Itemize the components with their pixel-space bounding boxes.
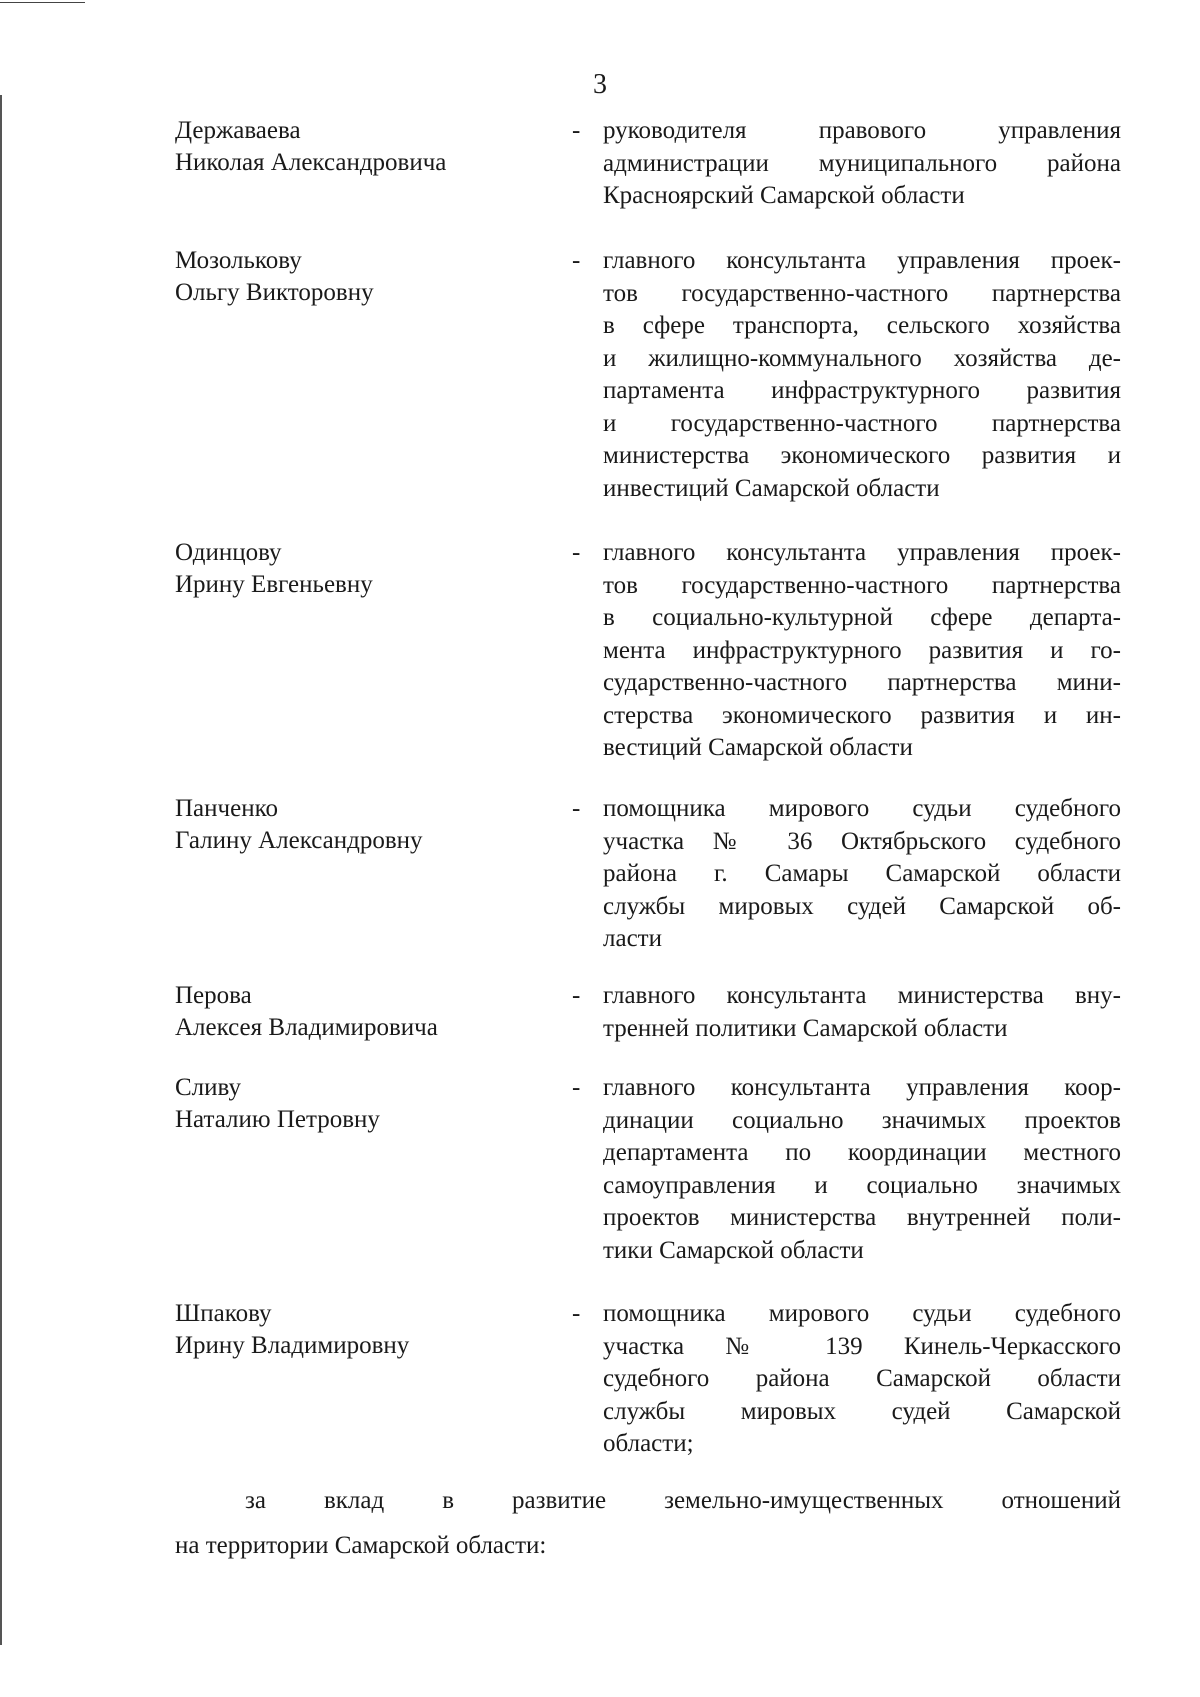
person-position-line: тов государственно-частного партнерства [603, 571, 1121, 599]
person-name [175, 793, 555, 857]
person-position-line: главного консультанта министерства вну- [603, 982, 1121, 1009]
person-position [603, 115, 1121, 213]
person-position-line: помощника мирового судьи судебного [603, 795, 1121, 822]
person-name [175, 245, 555, 309]
person-position-line: района г. Самары Самарской области [603, 860, 1121, 887]
entry-dash: - [572, 795, 581, 822]
person-position-line: инвестиций Самарской области [603, 474, 940, 502]
person-name-line: Перова [175, 982, 252, 1009]
person-position-line: динации социально значимых проектов [603, 1106, 1121, 1134]
person-position-line: руководителя правового управления [603, 117, 1121, 144]
person-position-line: тренней политики Самарской области [603, 1014, 1008, 1042]
scan-margin-line [0, 95, 2, 1645]
person-position-line: ласти [603, 925, 662, 952]
person-name-line: Ирину Евгеньевну [175, 571, 373, 598]
entry-dash: - [572, 1074, 581, 1101]
person-position-line: помощника мирового судьи судебного [603, 1300, 1121, 1327]
person-position-line: судебного района Самарской области [603, 1365, 1121, 1392]
person-position-line: в сфере транспорта, сельского хозяйства [603, 312, 1121, 339]
person-position-line: министерства экономического развития и [603, 442, 1121, 469]
person-position-line: участка № 139 Кинель-Черкасского [603, 1332, 1121, 1360]
entry-dash: - [572, 117, 581, 144]
person-position-line: главного консультанта управления проек- [603, 539, 1121, 566]
person-position-line: участка № 36 Октябрьского судебного [603, 827, 1121, 855]
person-position-line: тики Самарской области [603, 1236, 864, 1264]
person-name [175, 537, 555, 601]
person-position-line: Красноярский Самарской области [603, 182, 965, 209]
person-name-line: Одинцову [175, 539, 282, 566]
person-position-line: стерства экономического развития и ин- [603, 701, 1121, 729]
person-position [603, 1298, 1121, 1461]
entry-dash: - [572, 982, 581, 1009]
person-position-line: тов государственно-частного партнерства [603, 279, 1121, 307]
person-position-line: службы мировых судей Самарской об- [603, 892, 1121, 920]
person-position-line: главного консультанта управления коор- [603, 1074, 1121, 1101]
person-name-line: Николая Александровича [175, 149, 447, 176]
person-position [603, 537, 1121, 765]
person-position-line: департамента по координации местного [603, 1139, 1121, 1166]
person-position-line: проектов министерства внутренней поли- [603, 1204, 1121, 1231]
person-name-line: Мозолькову [175, 247, 302, 274]
person-name [175, 1298, 555, 1362]
person-name-line: Наталию Петровну [175, 1106, 380, 1133]
person-name-line: Алексея Владимировича [175, 1014, 438, 1041]
entry-dash: - [572, 247, 581, 274]
person-name-line: Державаева [175, 117, 301, 144]
person-name-line: Галину Александровну [175, 827, 423, 854]
person-position-line: области; [603, 1430, 694, 1457]
person-position-line: службы мировых судей Самарской [603, 1397, 1121, 1425]
person-name-line: Ирину Владимировну [175, 1332, 410, 1359]
person-position [603, 1072, 1121, 1267]
person-position-line: в социально-культурной сфере департа- [603, 604, 1121, 631]
person-position-line: мента инфраструктурного развития и го- [603, 636, 1121, 664]
person-name [175, 1072, 555, 1136]
person-position-line: и жилищно-коммунального хозяйства де- [603, 344, 1121, 372]
person-position-line: и государственно-частного партнерства [603, 409, 1121, 437]
person-position-line: самоуправления и социально значимых [603, 1171, 1121, 1199]
person-name-line: Панченко [175, 795, 278, 822]
person-position-line: сударственно-частного партнерства мини- [603, 669, 1121, 696]
page-number: 3 [593, 69, 607, 100]
closing-paragraph-line-1: за вклад в развитие земельно-имущественных отношений [245, 1487, 1121, 1514]
person-name-line: Шпакову [175, 1300, 272, 1327]
person-position-line: вестиций Самарской области [603, 734, 913, 761]
person-position-line: главного консультанта управления проек- [603, 247, 1121, 274]
person-position [603, 793, 1121, 956]
person-position [603, 245, 1121, 505]
person-position-line: администрации муниципального района [603, 149, 1121, 177]
person-position [603, 980, 1121, 1045]
scan-corner-mark [0, 2, 85, 3]
entry-dash: - [572, 539, 581, 566]
person-name [175, 980, 555, 1044]
person-name [175, 115, 555, 179]
closing-paragraph-line-2: на территории Самарской области: [175, 1532, 547, 1559]
person-name-line: Ольгу Викторовну [175, 279, 374, 306]
person-position-line: партамента инфраструктурного развития [603, 377, 1121, 404]
person-name-line: Сливу [175, 1074, 241, 1101]
entry-dash: - [572, 1300, 581, 1327]
